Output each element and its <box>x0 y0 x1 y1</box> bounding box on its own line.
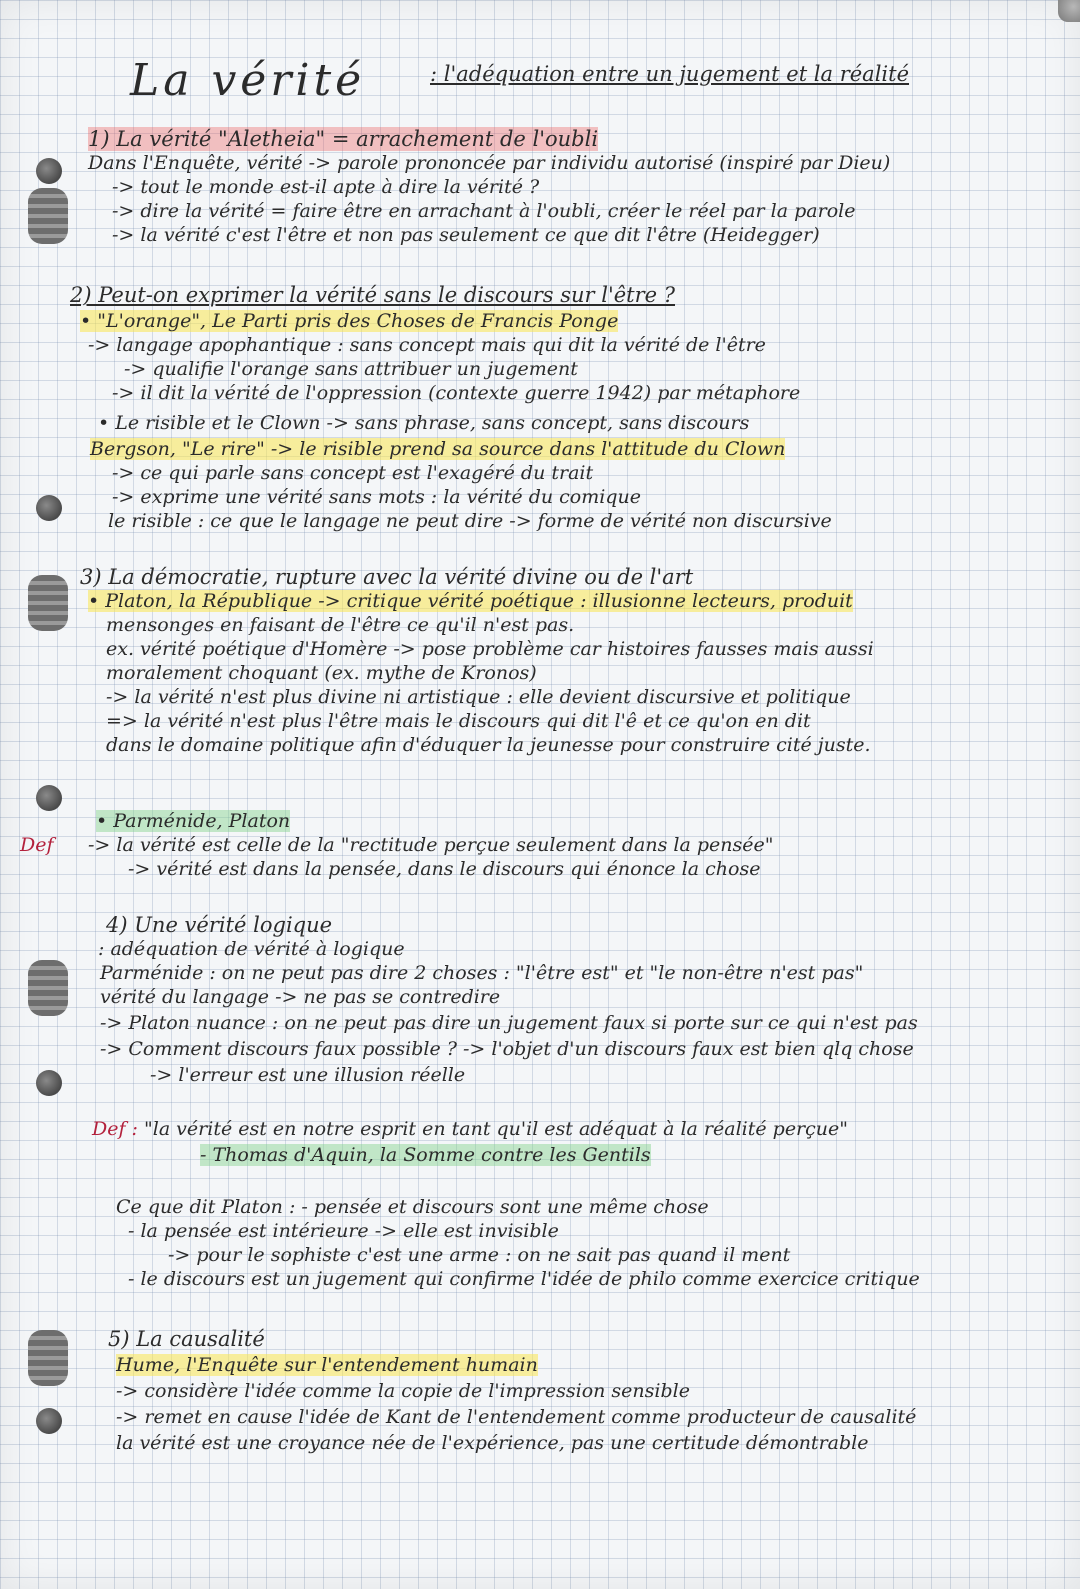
note-line: -> dire la vérité = faire être en arrachant à l'oubli, créer le réel par la parole <box>112 200 856 222</box>
note-line: -> pour le sophiste c'est une arme : on ne sait pas quand il ment <box>168 1244 791 1266</box>
punch-hole <box>36 785 62 811</box>
note-line: -> remet en cause l'idée de Kant de l'entendement comme producteur de causalité <box>116 1406 917 1428</box>
note-line: dans le domaine politique afin d'éduquer la jeunesse pour construire cité juste. <box>106 734 871 756</box>
note-line: -> tout le monde est-il apte à dire la vérité ? <box>112 176 540 198</box>
page-title: La vérité <box>130 55 366 106</box>
page-corner <box>1058 0 1080 22</box>
note-line: Hume, l'Enquête sur l'entendement humain <box>116 1354 538 1376</box>
note-line: : adéquation de vérité à logique <box>98 938 405 960</box>
note-line: -> qualifie l'orange sans attribuer un jugement <box>124 358 578 380</box>
note-line: le risible : ce que le langage ne peut dire -> forme de vérité non discursive <box>108 510 832 532</box>
binder-ring <box>28 960 68 1016</box>
definition-author: - Thomas d'Aquin, la Somme contre les Gentils <box>200 1144 651 1166</box>
note-line: mensonges en faisant de l'être ce qu'il n'est pas. <box>106 614 575 636</box>
page-subtitle: : l'adéquation entre un jugement et la réalité <box>430 62 910 86</box>
note-line: -> Platon nuance : on ne peut pas dire un jugement faux si porte sur ce qui n'est pas <box>100 1012 918 1034</box>
note-line: => la vérité n'est plus l'être mais le discours qui dit l'ê et ce qu'on en dit <box>106 710 811 732</box>
punch-hole <box>36 1070 62 1096</box>
note-line: - la pensée est intérieure -> elle est invisible <box>128 1220 559 1242</box>
note-line: • "L'orange", Le Parti pris des Choses de Francis Ponge <box>80 310 619 332</box>
definition-line: Def : "la vérité est en notre esprit en tant qu'il est adéquat à la réalité perçue" <box>92 1118 849 1140</box>
note-line: - le discours est un jugement qui confirme l'idée de philo comme exercice critique <box>128 1268 920 1290</box>
note-line: -> la vérité est celle de la "rectitude perçue seulement dans la pensée" <box>88 834 774 856</box>
note-line: • Le risible et le Clown -> sans phrase, sans concept, sans discours <box>98 412 750 434</box>
section-2-heading: 2) Peut-on exprimer la vérité sans le discours sur l'être ? <box>70 283 675 307</box>
note-line: -> il dit la vérité de l'oppression (contexte guerre 1942) par métaphore <box>112 382 801 404</box>
punch-hole <box>36 495 62 521</box>
note-line: moralement choquant (ex. mythe de Kronos) <box>106 662 537 684</box>
note-line: -> Comment discours faux possible ? -> l'objet d'un discours faux est bien qlq chose <box>100 1038 914 1060</box>
note-line: Dans l'Enquête, vérité -> parole prononcée par individu autorisé (inspiré par Dieu) <box>88 152 891 174</box>
binder-ring <box>28 1330 68 1386</box>
note-line: -> considère l'idée comme la copie de l'impression sensible <box>116 1380 690 1402</box>
section-1-heading: 1) La vérité "Aletheia" = arrachement de l'oubli <box>88 127 599 151</box>
section-4-heading: 4) Une vérité logique <box>106 913 333 937</box>
section-5-heading: 5) La causalité <box>108 1327 265 1351</box>
note-line: Parménide : on ne peut pas dire 2 choses : "l'être est" et "le non-être n'est pas" <box>100 962 864 984</box>
note-line: Ce que dit Platon : - pensée et discours sont une même chose <box>116 1196 709 1218</box>
binder-ring <box>28 575 68 631</box>
punch-hole <box>36 158 62 184</box>
note-line: -> exprime une vérité sans mots : la vérité du comique <box>112 486 641 508</box>
note-line: • Parménide, Platon <box>96 810 291 832</box>
note-line: -> la vérité n'est plus divine ni artistique : elle devient discursive et politique <box>106 686 851 708</box>
note-line: vérité du langage -> ne pas se contredire <box>100 986 501 1008</box>
note-line: la vérité est une croyance née de l'expérience, pas une certitude démontrable <box>116 1432 869 1454</box>
punch-hole <box>36 1408 62 1434</box>
note-line: -> vérité est dans la pensée, dans le discours qui énonce la chose <box>128 858 761 880</box>
note-line: -> langage apophantique : sans concept mais qui dit la vérité de l'être <box>88 334 766 356</box>
note-line: -> ce qui parle sans concept est l'exagéré du trait <box>112 462 594 484</box>
note-line: -> l'erreur est une illusion réelle <box>150 1064 466 1086</box>
note-line: -> la vérité c'est l'être et non pas seulement ce que dit l'être (Heidegger) <box>112 224 820 246</box>
note-line: ex. vérité poétique d'Homère -> pose problème car histoires fausses mais aussi <box>106 638 874 660</box>
binder-ring <box>28 188 68 244</box>
note-line: Bergson, "Le rire" -> le risible prend sa source dans l'attitude du Clown <box>90 438 786 460</box>
section-3-heading: 3) La démocratie, rupture avec la vérité divine ou de l'art <box>80 565 694 589</box>
note-line: • Platon, la République -> critique vérité poétique : illusionne lecteurs, produit <box>88 590 853 612</box>
definition-label: Def <box>20 834 54 856</box>
